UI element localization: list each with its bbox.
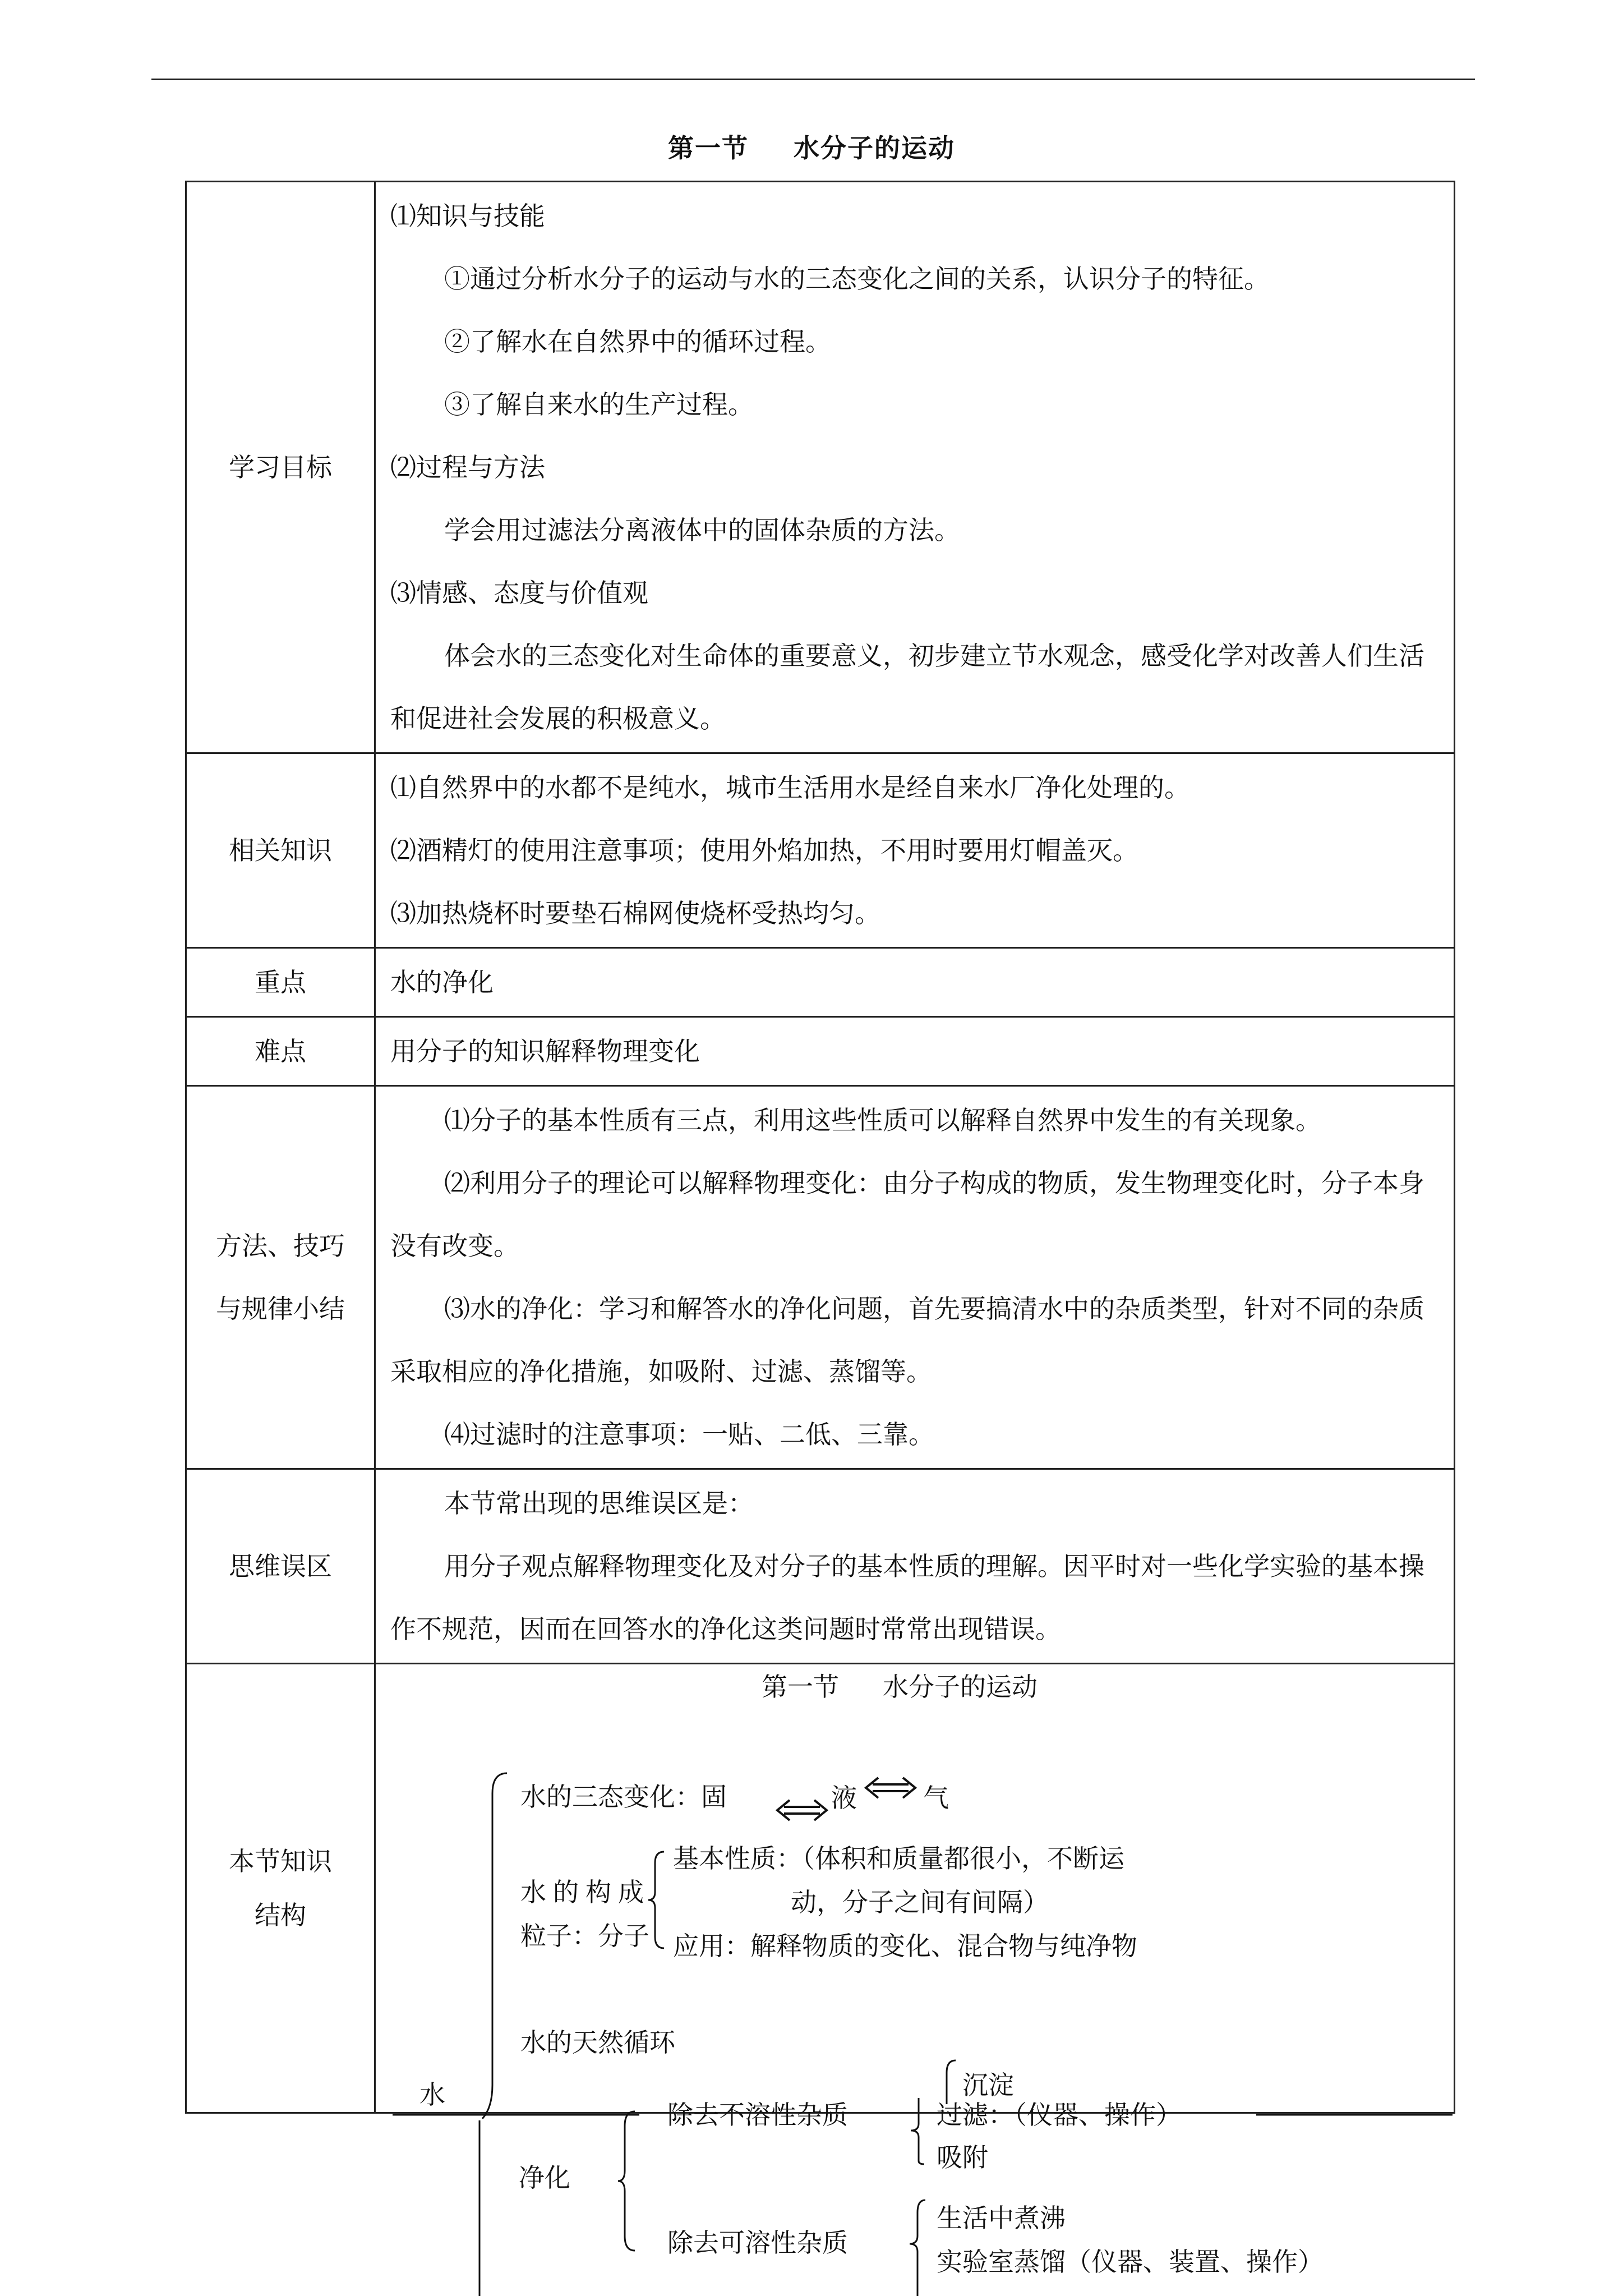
method-line: ⑶水的净化：学习和解答水的净化问题，首先要搞清水中的杂质类型，针对不同的杂质采取相应的净化措施，如吸附、过滤、蒸馏等。 <box>390 1294 1424 1387</box>
map-application: 应用：解释物质的变化、混合物与纯净物 <box>673 1931 1137 1961</box>
table-row <box>186 1469 1455 1664</box>
table-row <box>186 182 1455 753</box>
double-arrow-icon <box>863 1771 919 1805</box>
row-label-related: 相关知识 <box>186 753 375 948</box>
row-label-goals: 学习目标 <box>186 182 375 753</box>
related-line: ⑴自然界中的水都不是纯水，城市生活用水是经自来水厂净化处理的。 <box>390 772 1190 803</box>
map-adsorb: 吸附 <box>937 2142 988 2173</box>
map-composition-2: 粒子：分子 <box>520 1921 649 1951</box>
connector-line <box>1256 2109 1458 2120</box>
brace-icon <box>907 2098 930 2165</box>
row-content-methods <box>375 1086 1455 1469</box>
map-title <box>762 1671 1038 1703</box>
brace-icon <box>617 2109 639 2255</box>
goal-line: ⑵过程与方法 <box>390 452 545 482</box>
goal-line: ③了解自来水的生产过程。 <box>444 389 754 420</box>
row-content-related <box>375 753 1455 948</box>
methods-label-line2: 与规律小结 <box>216 1294 345 1324</box>
map-three-states: 水的三态变化：固 <box>520 1782 727 1812</box>
header-rule <box>151 79 1475 80</box>
mistake-line: 用分子观点解释物理变化及对分子的基本性质的理解。因平时对一些化学实验的基本操作不规范，因而在回答水的净化这类问题时常常出现错误。 <box>390 1551 1424 1644</box>
table-row <box>186 948 1455 1017</box>
map-distill: 实验室蒸馏（仪器、装置、操作） <box>937 2247 1324 2277</box>
table-row <box>186 1664 1455 2113</box>
brace-icon <box>477 1771 510 2119</box>
method-line: ⑵利用分子的理论可以解释物理变化：由分子构成的物质，发生物理变化时，分子本身没有改变。 <box>390 1168 1424 1261</box>
row-content-mistakes <box>375 1469 1455 1664</box>
map-title-section: 第一节 <box>762 1672 839 1702</box>
structure-label-line1: 本节知识 <box>229 1846 332 1876</box>
double-arrow-icon <box>774 1791 830 1825</box>
row-label-key: 重点 <box>186 948 375 1017</box>
goal-line: 学会用过滤法分离液体中的固体杂质的方法。 <box>444 515 960 545</box>
page-title-name: 水分子的运动 <box>794 133 955 163</box>
map-title-name: 水分子的运动 <box>883 1672 1038 1702</box>
table-row <box>186 753 1455 948</box>
map-gas: 气 <box>923 1783 949 1813</box>
methods-label-line1: 方法、技巧 <box>216 1231 345 1261</box>
goal-line: ②了解水在自然界中的循环过程。 <box>444 326 831 357</box>
goal-line: ①通过分析水分子的运动与水的三态变化之间的关系，认识分子的特征。 <box>444 264 1270 294</box>
map-filter: 过滤：（仪器、操作） <box>937 2100 1182 2130</box>
method-line: ⑴分子的基本性质有三点，利用这些性质可以解释自然界中发生的有关现象。 <box>444 1105 1321 1135</box>
map-property-2: 动，分子之间有间隔） <box>791 1887 1049 1917</box>
page-title <box>0 128 1623 165</box>
goal-line: ⑶情感、态度与价值观 <box>390 578 648 608</box>
table-row <box>186 1017 1455 1086</box>
method-line: ⑷过滤时的注意事项：一贴、二低、三靠。 <box>444 1419 934 1450</box>
brace-icon <box>646 1849 668 1950</box>
map-cycle: 水的天然循环 <box>520 2027 675 2058</box>
map-root: 水 <box>419 2079 445 2110</box>
brace-icon <box>907 2199 930 2296</box>
row-label-methods <box>186 1086 375 1469</box>
row-label-mistakes: 思维误区 <box>186 1469 375 1664</box>
map-soluble: 除去可溶性杂质 <box>667 2228 848 2258</box>
map-insoluble: 除去不溶性杂质 <box>667 2100 848 2130</box>
map-boil: 生活中煮沸 <box>937 2203 1066 2233</box>
brace-icon <box>474 2120 496 2296</box>
row-label-difficult: 难点 <box>186 1017 375 1086</box>
map-liquid: 液 <box>831 1783 857 1813</box>
lesson-table <box>185 181 1455 2114</box>
map-property-1: 基本性质：（体积和质量都很小，不断运 <box>673 1843 1124 1874</box>
related-line: ⑶加热烧杯时要垫石棉网使烧杯受热均匀。 <box>390 898 880 928</box>
goal-line: 体会水的三态变化对生命体的重要意义，初步建立节水观念，感受化学对改善人们生活和促进社会发展的积极意义。 <box>390 641 1424 734</box>
map-sediment: 沉淀 <box>962 2070 1014 2100</box>
page-title-section: 第一节 <box>668 133 749 163</box>
row-content-structure <box>375 1664 1455 2113</box>
row-label-structure <box>186 1664 375 2113</box>
mistake-line: 本节常出现的思维误区是： <box>444 1488 754 1519</box>
related-line: ⑵酒精灯的使用注意事项；使用外焰加热，不用时要用灯帽盖灭。 <box>390 835 1138 866</box>
table-row <box>186 1086 1455 1469</box>
row-content-key: 水的净化 <box>375 948 1455 1017</box>
map-composition-1: 水的构成 <box>520 1877 651 1907</box>
goal-line: ⑴知识与技能 <box>390 201 545 231</box>
row-content-goals <box>375 182 1455 753</box>
map-purify: 净化 <box>519 2162 570 2193</box>
row-content-difficult: 用分子的知识解释物理变化 <box>375 1017 1455 1086</box>
structure-label-line2: 结构 <box>255 1900 306 1930</box>
